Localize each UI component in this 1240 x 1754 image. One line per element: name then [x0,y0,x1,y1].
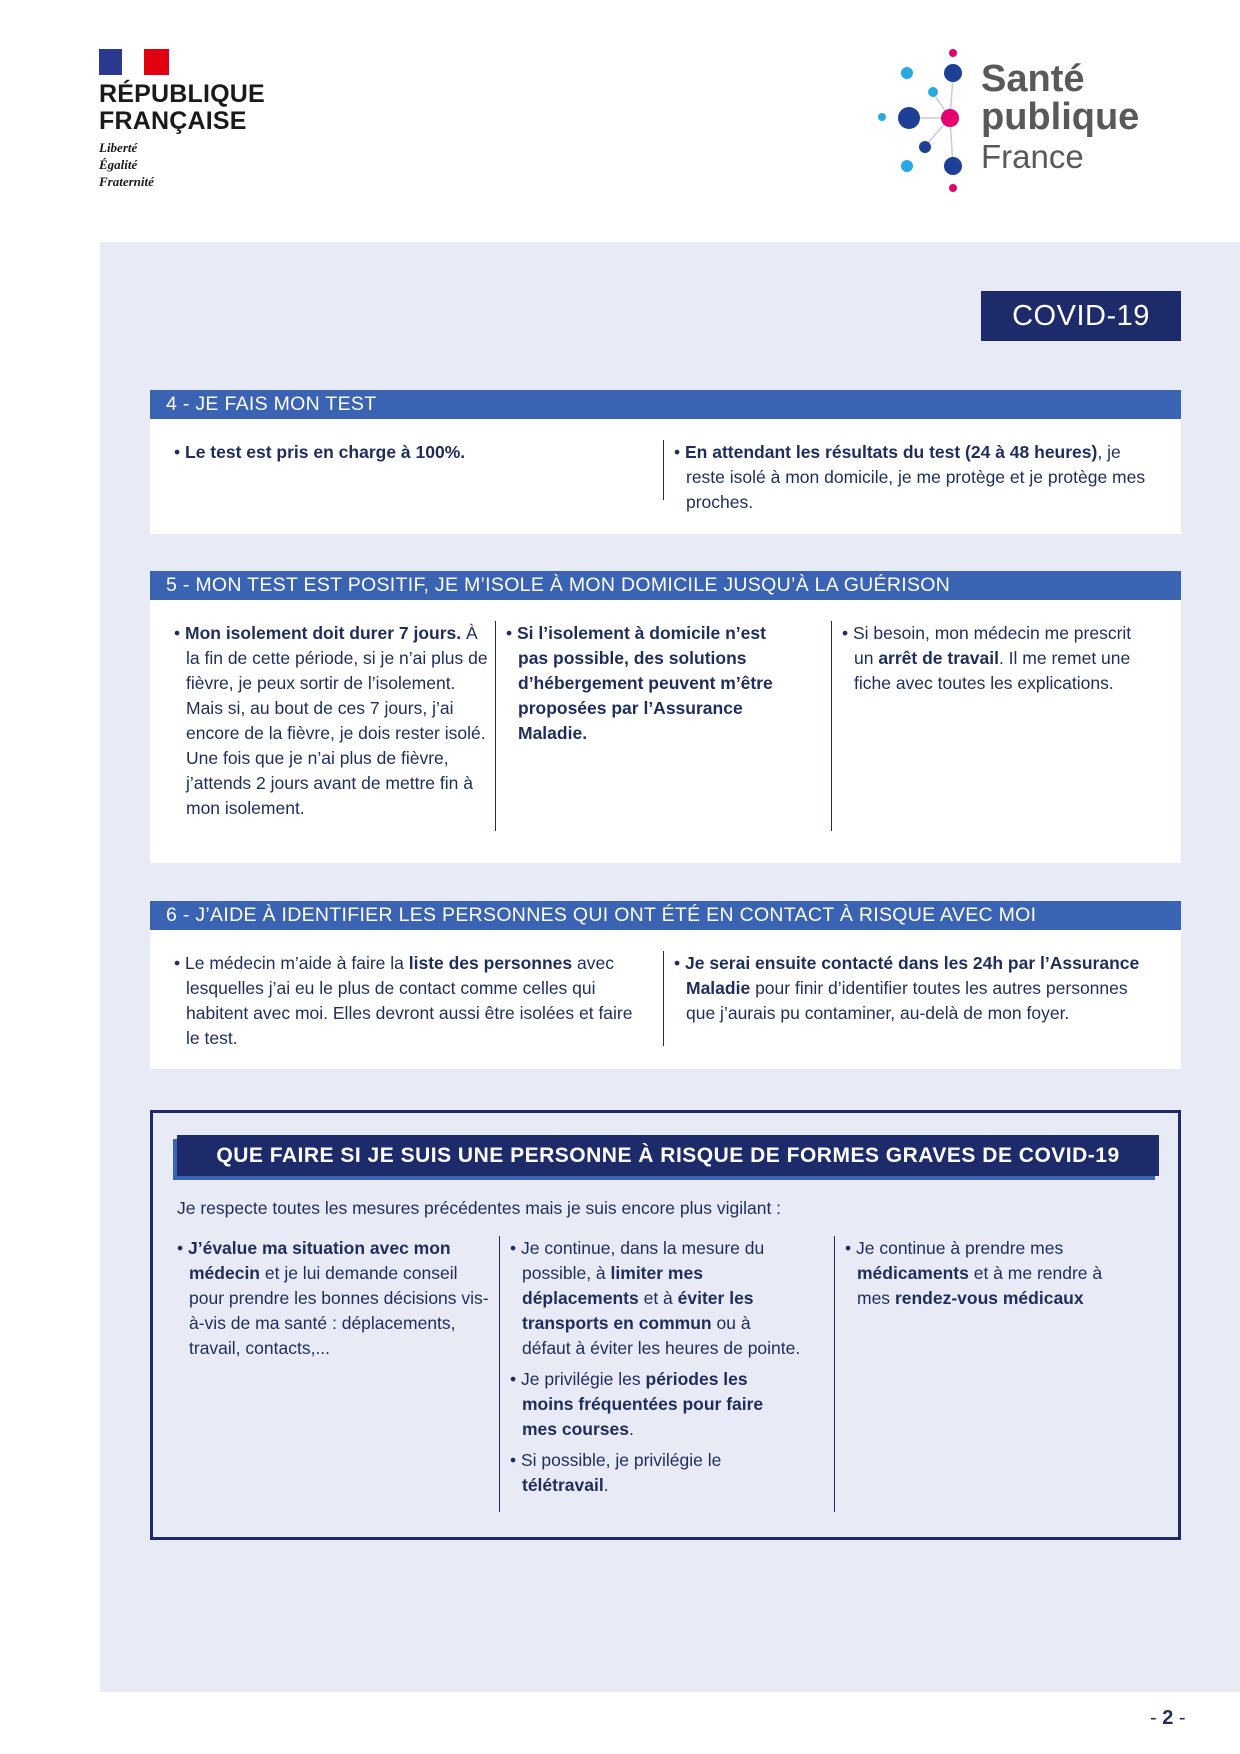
risk-intro: Je respecte toutes les mesures précédentes mais je suis encore plus vigilant : [177,1198,782,1218]
risk-box [150,1110,1181,1540]
list-item: • Le médecin m’aide à faire la liste des personnes avec lesquelles j’ai eu le plus de contact comme celles qui habitent avec moi. Elles devront aussi être isolées et faire le test. [174,951,644,1051]
section-5-col-3 [831,621,1134,831]
list-item: • J’évalue ma situation avec mon médecin et je lui demande conseil pour prendre les bonnes décisions vis-à-vis de ma santé : déplacements, travail, contacts,... [177,1236,495,1361]
risk-col-2 [499,1236,802,1512]
risk-title: QUE FAIRE SI JE SUIS UNE PERSONNE À RISQUE DE FORMES GRAVES DE COVID-19 [177,1135,1159,1176]
french-flag-icon [99,49,169,75]
list-item: • Je continue, dans la mesure du possible, à limiter mes déplacements et à éviter les transports en commun ou à défaut à éviter les heures de pointe. [510,1236,802,1361]
section-5-col-2 [495,621,798,831]
page-number: - 2 - [1150,1707,1186,1729]
list-item: • Si l’isolement à domicile n’est pas possible, des solutions d’hébergement peuvent m’être proposées par l’Assurance Maladie. [506,621,798,746]
list-item: • Le test est pris en charge à 100%. [174,440,614,465]
risk-col-1 [177,1236,495,1367]
section-4-col-1 [174,440,614,471]
republique-francaise-logo [99,49,299,190]
covid-badge: COVID-19 [981,291,1181,341]
list-item: • Je serai ensuite contacté dans les 24h par l’Assurance Maladie pour finir d’identifier toutes les autres personnes que j’aurais pu contaminer, au-delà de mon foyer. [674,951,1154,1026]
sante-publique-france-wordmark: Santé publique France [981,58,1140,175]
section-5 [150,571,1181,863]
section-6-col-2 [663,951,1154,1046]
section-6-col-1 [174,951,644,1057]
list-item: • Si besoin, mon médecin me prescrit un arrêt de travail. Il me remet une fiche avec toutes les explications. [842,621,1134,696]
republique-motto: Liberté Égalité Fraternité [99,140,154,189]
republique-name: RÉPUBLIQUE FRANÇAISE [99,80,265,135]
section-4 [150,390,1181,534]
list-item: • Mon isolement doit durer 7 jours. À la fin de cette période, si je n’ai plus de fièvre, je peux sortir de l’isolement. Mais si, au bout de ces 7 jours, j’ai encore de la fièvre, je dois rester isolé. Une fois que je n’ai plus de fièvre, j’attends 2 jours avant de mettre fin à mon isolement. [174,621,492,821]
section-5-title: 5 - MON TEST EST POSITIF, JE M’ISOLE À MON DOMICILE JUSQU’À LA GUÉRISON [150,571,1181,600]
section-5-col-1 [174,621,492,827]
section-6-title: 6 - J’AIDE À IDENTIFIER LES PERSONNES QUI ONT ÉTÉ EN CONTACT À RISQUE AVEC MOI [150,901,1181,930]
section-4-col-2 [663,440,1154,512]
section-6 [150,901,1181,1069]
molecule-icon [878,46,978,196]
list-item: • Si possible, je privilégie le télétravail. [510,1448,802,1498]
list-item: • Je continue à prendre mes médicaments et à me rendre à mes rendez-vous médicaux [845,1236,1137,1311]
section-4-title: 4 - JE FAIS MON TEST [150,390,1181,419]
risk-col-3 [834,1236,1137,1512]
list-item: • Je privilégie les périodes les moins fréquentées pour faire mes courses. [510,1367,802,1442]
list-item: • En attendant les résultats du test (24 à 48 heures), je reste isolé à mon domicile, je me protège et je protège mes proches. [674,440,1154,515]
sante-publique-france-logo [878,46,1158,196]
